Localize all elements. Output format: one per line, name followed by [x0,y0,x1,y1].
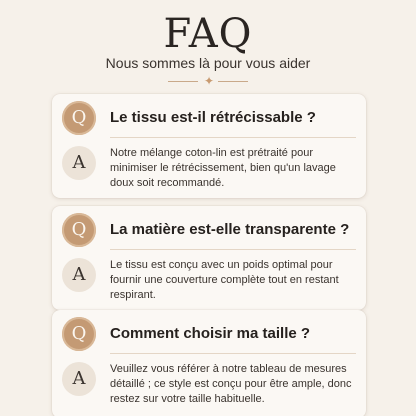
page-title: FAQ [163,11,253,57]
faq-question[interactable]: Le tissu est-il rétrécissable ? [110,109,316,126]
answer-badge: A [62,362,96,396]
page-subtitle: Nous sommes là pour vous aider [105,55,311,71]
title-ornament [168,74,248,88]
faq-answer: Notre mélange coton-lin est prétraité pour minimiser le rétrécissement, bien qu'un lavage doux soit recommandé. [110,147,336,189]
question-badge: Q [62,317,96,351]
faq-card[interactable] [52,206,366,310]
answer-badge: A [62,258,96,292]
qa-divider [110,353,356,354]
qa-divider [110,137,356,138]
diamond-sparkle-icon: ✦ [204,74,215,88]
faq-card[interactable] [52,94,366,198]
faq-answer: Veuillez vous référer à notre tableau de mesures détaillé ; ce style est conçu pour être ample, donc restez sur votre taille habituelle. [110,363,352,405]
faq-question[interactable]: Comment choisir ma taille ? [110,325,311,342]
ornament-line-right [218,81,248,82]
question-badge: Q [62,213,96,247]
faq-question[interactable]: La matière est-elle transparente ? [110,221,350,238]
answer-badge: A [62,146,96,180]
ornament-line-left [168,81,198,82]
faq-answer: Le tissu est conçu avec un poids optimal pour fournir une couverture complète tout en restant respirant. [110,259,339,301]
qa-divider [110,249,356,250]
faq-card[interactable] [52,310,366,416]
question-badge: Q [62,101,96,135]
